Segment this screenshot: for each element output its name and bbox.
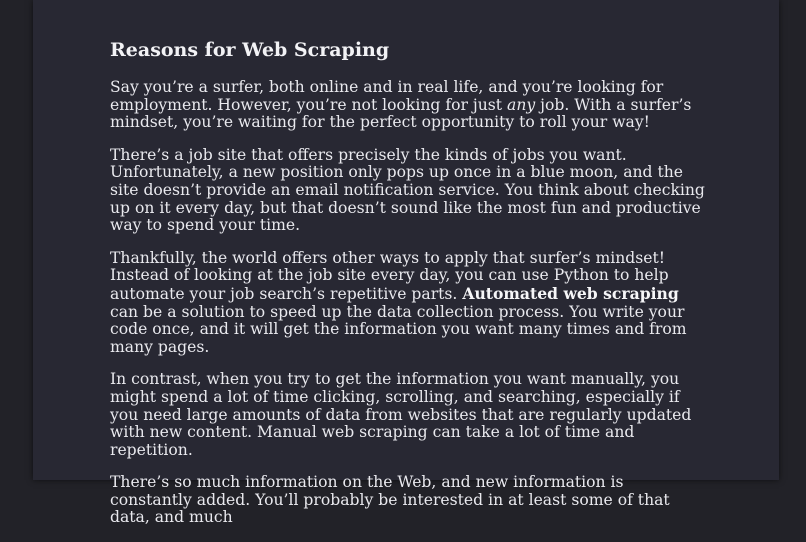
- paragraph-1-text-b: job. With a surfer’s mindset, you’re waiting for the perfect opportunity to roll your way!: [110, 95, 692, 132]
- paragraph-5: There’s so much information on the Web, and new information is constantly added. You’ll probably be interested in at least some of that data, and much: [110, 473, 670, 527]
- paragraph-4: In contrast, when you try to get the information you want manually, you might spend a lot of time clicking, scrolling, and searching, especially if you need large amounts of data from websites that are regularly updated with new content. Manual web scraping can take a lot of time and repetition.: [110, 370, 692, 459]
- paragraph-3-strong: Automated web scraping: [462, 283, 679, 303]
- paragraph-1: [110, 79, 710, 132]
- paragraph-3: [110, 250, 710, 357]
- article-body: [110, 38, 710, 542]
- paragraph-1-emphasis: any: [507, 95, 536, 114]
- paragraph-2: There’s a job site that offers precisely the kinds of jobs you want. Unfortunately, a new position only pops up once in a blue moon, and the site doesn’t provide an email notification service. You think about checking up on it every day, but that doesn’t sound like the most fun and productive way to spend your time.: [110, 145, 705, 235]
- paragraph-1-text-a: Say you’re a surfer, both online and in real life, and you’re looking for employment. However, you’re not looking for just: [110, 78, 664, 114]
- paragraph-3-text-b: can be a solution to speed up the data collection process. You write your code once, and it will get the information you want many times and from many pages.: [110, 302, 687, 356]
- section-heading: Reasons for Web Scraping: [110, 39, 390, 61]
- paragraph-3-text-a: Thankfully, the world offers other ways to apply that surfer’s mindset! Instead of looking at the job site every day, you can use Python to help automate your job search’s repetitive parts.: [110, 248, 669, 303]
- document-page: [33, 0, 779, 527]
